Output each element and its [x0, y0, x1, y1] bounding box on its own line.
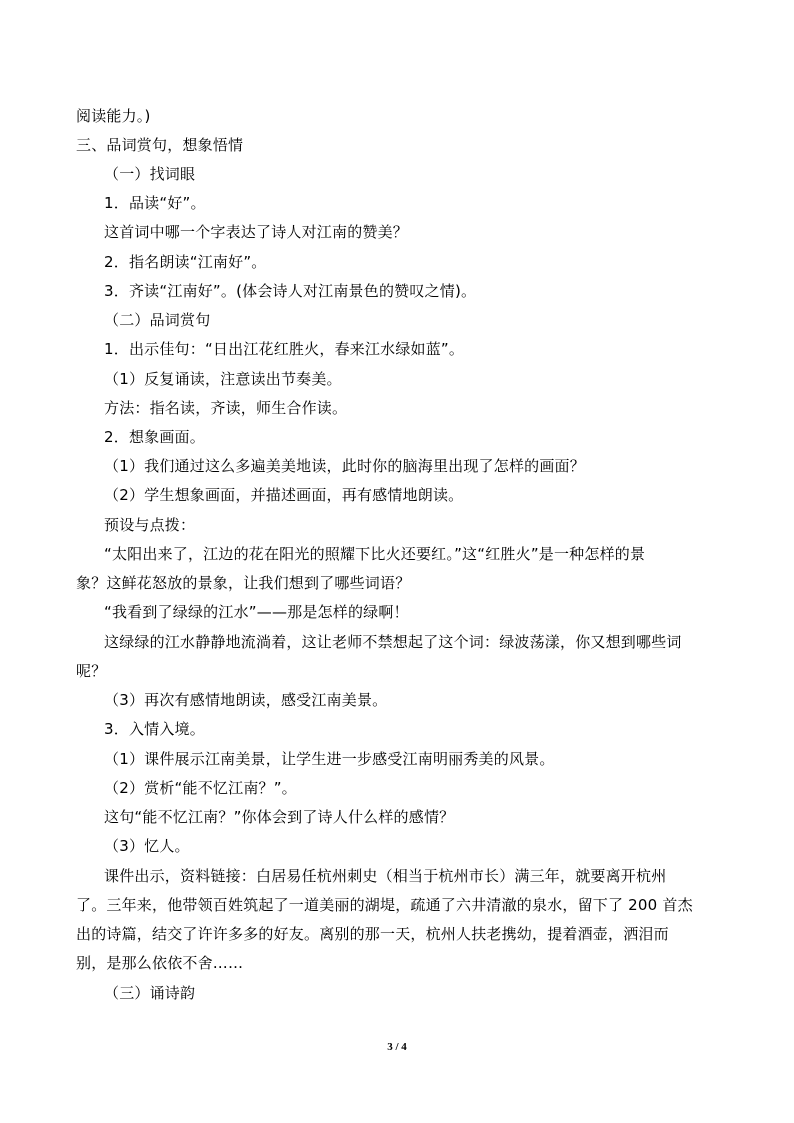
page-number: 3 / 4 [387, 1041, 407, 1053]
text-line: 别，是那么依依不舍…… [76, 954, 244, 972]
subsection-heading: （三）诵诗韵 [104, 984, 196, 1002]
text-line: 方法：指名读，齐读，师生合作读。 [104, 399, 348, 417]
text-line: （1）反复诵读，注意读出节奏美。 [104, 370, 342, 388]
text-line: 这首词中哪一个字表达了诗人对江南的赞美？ [104, 223, 409, 241]
text-line: 这绿绿的江水静静地流淌着，这让老师不禁想起了这个词：绿波荡漾，你又想到哪些词 [104, 633, 682, 651]
text-line: 这句“能不忆江南？”你体会到了诗人什么样的感情？ [104, 808, 455, 826]
text-line: （1）我们通过这么多遍美美地读，此时你的脑海里出现了怎样的画面？ [104, 457, 585, 475]
text-line: 1．出示佳句：“日出江花红胜火，春来江水绿如蓝”。 [104, 340, 465, 358]
text-line: 3．入情入境。 [104, 720, 205, 738]
text-line: （3）忆人。 [104, 837, 190, 855]
text-line: （1）课件展示江南美景，让学生进一步感受江南明丽秀美的风景。 [104, 750, 555, 768]
text-line: 2．想象画面。 [104, 428, 205, 446]
text-line: 阅读能力。) [76, 107, 151, 125]
text-line: 象？这鲜花怒放的景象，让我们想到了哪些词语？ [76, 574, 411, 592]
section-heading: 三、品词赏句，想象悟情 [76, 136, 244, 154]
text-line: “太阳出来了，江边的花在阳光的照耀下比火还要红。”这“红胜火”是一种怎样的景 [104, 545, 646, 563]
subsection-heading: （一）找词眼 [104, 165, 196, 183]
text-line: 课件出示，资料链接：白居易任杭州刺史（相当于杭州市长）满三年，就要离开杭州 [104, 867, 667, 885]
text-line: 2．指名朗读“江南好”。 [104, 253, 267, 271]
text-line: 呢？ [76, 662, 107, 680]
text-line: 3．齐读“江南好”。(体会诗人对江南景色的赞叹之情)。 [104, 282, 477, 300]
text-line: 1．品读“好”。 [104, 194, 206, 212]
subsection-heading: （二）品词赏句 [104, 311, 211, 329]
text-line: 出的诗篇，结交了许许多多的好友。离别的那一天，杭州人扶老携幼，提着酒壶，洒泪而 [76, 925, 669, 943]
text-line: 了。三年来，他带领百姓筑起了一道美丽的湖堤，疏通了六井清澈的泉水，留下了 200 首杰 [76, 896, 693, 914]
text-line: （2）赏析“能不忆江南？”。 [104, 779, 297, 797]
text-line: 预设与点拨： [104, 516, 196, 534]
text-line: （3）再次有感情地朗读，感受江南美景。 [104, 691, 388, 709]
text-line: （2）学生想象画面，并描述画面，再有感情地朗读。 [104, 486, 464, 504]
text-line: “我看到了绿绿的江水”——那是怎样的绿啊！ [104, 603, 409, 621]
